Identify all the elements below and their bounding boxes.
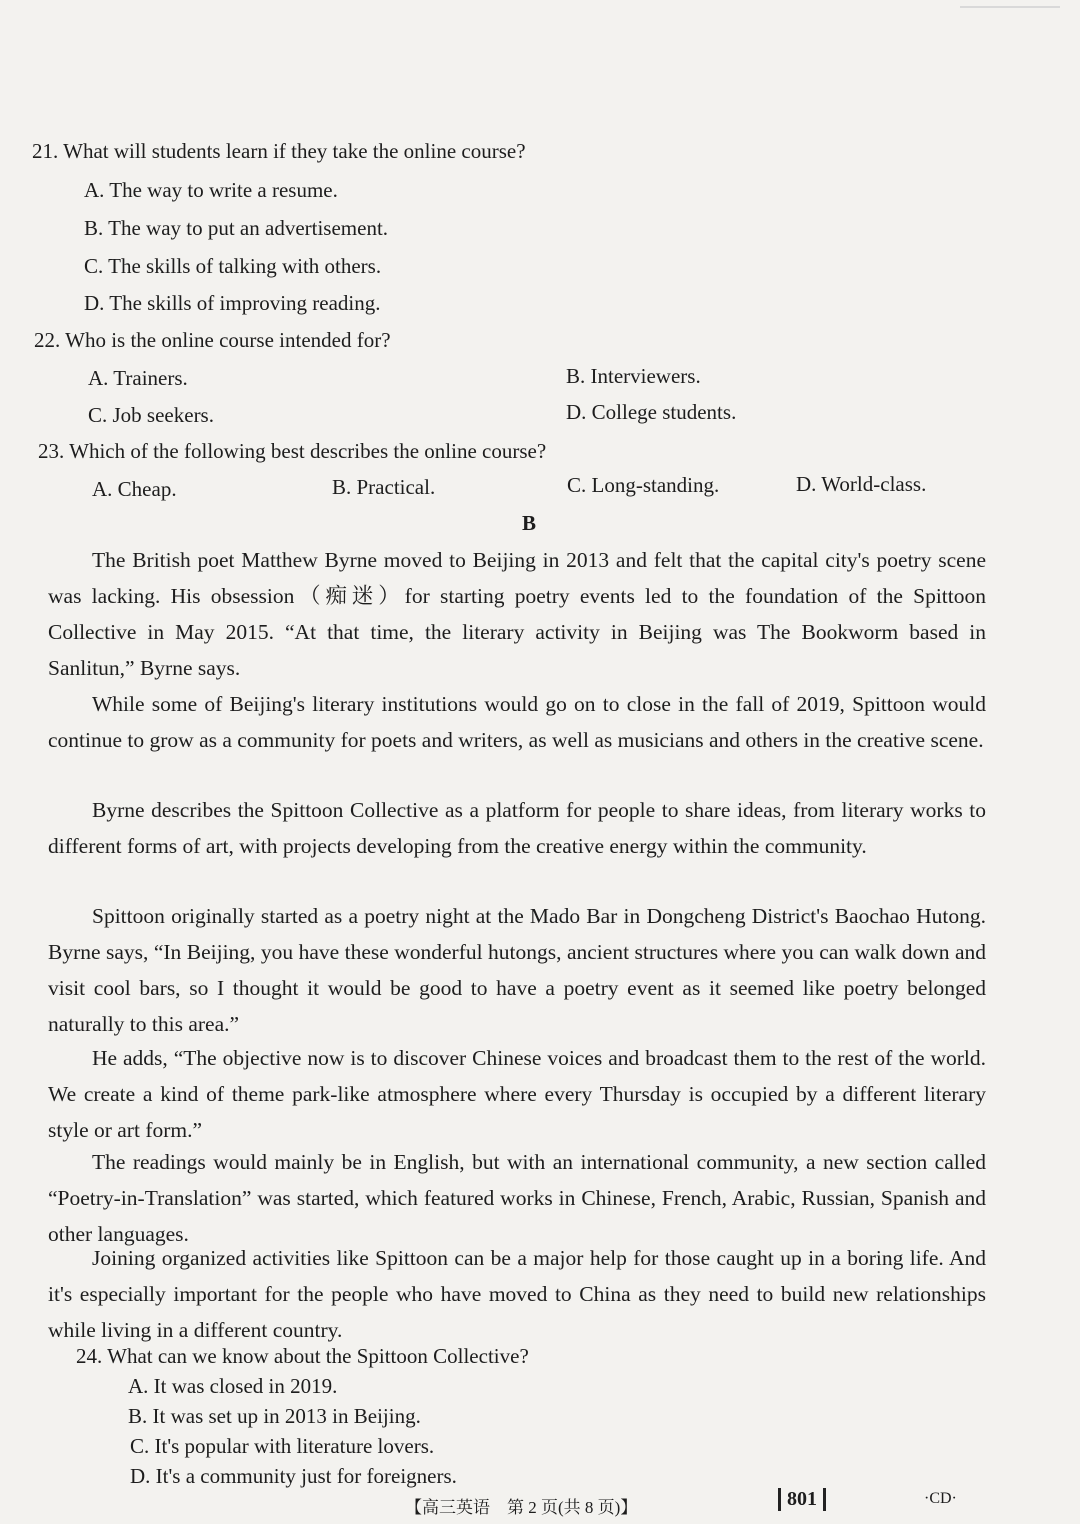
passage-paragraph-1: The British poet Matthew Byrne moved to Beijing in 2013 and felt that the capital city's poetry scene was lacking. His obsession（痴迷）for starting poetry events led to the foundation of the Spittoon Collective in May 2015. “At that time, the literary activity in Beijing was The Bookworm based in Sanlitun,” Byrne says. <box>48 548 986 680</box>
question-24-option-d: D. It's a community just for foreigners. <box>130 1464 457 1488</box>
passage-paragraph-5: He adds, “The objective now is to discover Chinese voices and broadcast them to the rest of the world. We create a kind of theme park-like atmosphere where every Thursday is occupied by a different literary style or art form.” <box>48 1046 986 1142</box>
question-24-option-a: A. It was closed in 2019. <box>128 1374 338 1398</box>
question-23-option-a: A. Cheap. <box>92 477 177 501</box>
question-22-option-a: A. Trainers. <box>88 366 188 390</box>
question-24-option-c: C. It's popular with literature lovers. <box>130 1434 435 1458</box>
question-22-option-b: B. Interviewers. <box>566 364 701 388</box>
question-23-option-c: C. Long-standing. <box>567 473 720 497</box>
question-21-option-b: B. The way to put an advertisement. <box>84 216 389 240</box>
question-24-option-b: B. It was set up in 2013 in Beijing. <box>128 1404 421 1428</box>
passage-paragraph-7: Joining organized activities like Spittoon can be a major help for those caught up in a boring life. And it's especially important for the people who have moved to China as they need to build new relationships while living in a different country. <box>48 1246 986 1342</box>
exam-code: 801 <box>778 1488 826 1511</box>
question-21-option-c: C. The skills of talking with others. <box>84 254 382 278</box>
question-21-option-d: D. The skills of improving reading. <box>84 291 381 315</box>
question-22-stem: 22. Who is the online course intended for? <box>34 328 391 352</box>
question-22-option-c: C. Job seekers. <box>88 403 214 427</box>
corner-mark: ·CD· <box>924 1490 957 1507</box>
question-23-option-d: D. World-class. <box>796 472 927 496</box>
passage-paragraph-4: Spittoon originally started as a poetry night at the Mado Bar in Dongcheng District's Baochao Hutong. Byrne says, “In Beijing, you have these wonderful hutongs, ancient structures where you can walk down and visit cool bars, so I thought it would be good to have a poetry event as it seemed like poetry belonged naturally to this area.” <box>48 904 986 1036</box>
question-23-option-b: B. Practical. <box>332 475 436 499</box>
question-24-stem: 24. What can we know about the Spittoon Collective? <box>76 1344 529 1368</box>
passage-paragraph-3: Byrne describes the Spittoon Collective as a platform for people to share ideas, from literary works to different forms of art, with projects developing from the creative energy within the community. <box>48 798 986 858</box>
question-21-option-a: A. The way to write a resume. <box>84 178 338 202</box>
question-21-stem: 21. What will students learn if they take the online course? <box>32 139 526 163</box>
question-22-option-d: D. College students. <box>566 400 737 424</box>
page-footer-label: 【高三英语 第 2 页(共 8 页)】 <box>405 1498 638 1517</box>
scan-mark <box>960 6 1060 8</box>
section-b-heading: B <box>522 511 537 535</box>
passage-paragraph-6: The readings would mainly be in English, but with an international community, a new section called “Poetry-in-Translation” was started, which featured works in Chinese, French, Arabic, Russian, Spanish and other languages. <box>48 1150 986 1246</box>
passage-paragraph-2: While some of Beijing's literary institutions would go on to close in the fall of 2019, Spittoon would continue to grow as a community for poets and writers, as well as musicians and others in the creative scene. <box>48 692 986 752</box>
question-23-stem: 23. Which of the following best describes the online course? <box>38 439 547 463</box>
